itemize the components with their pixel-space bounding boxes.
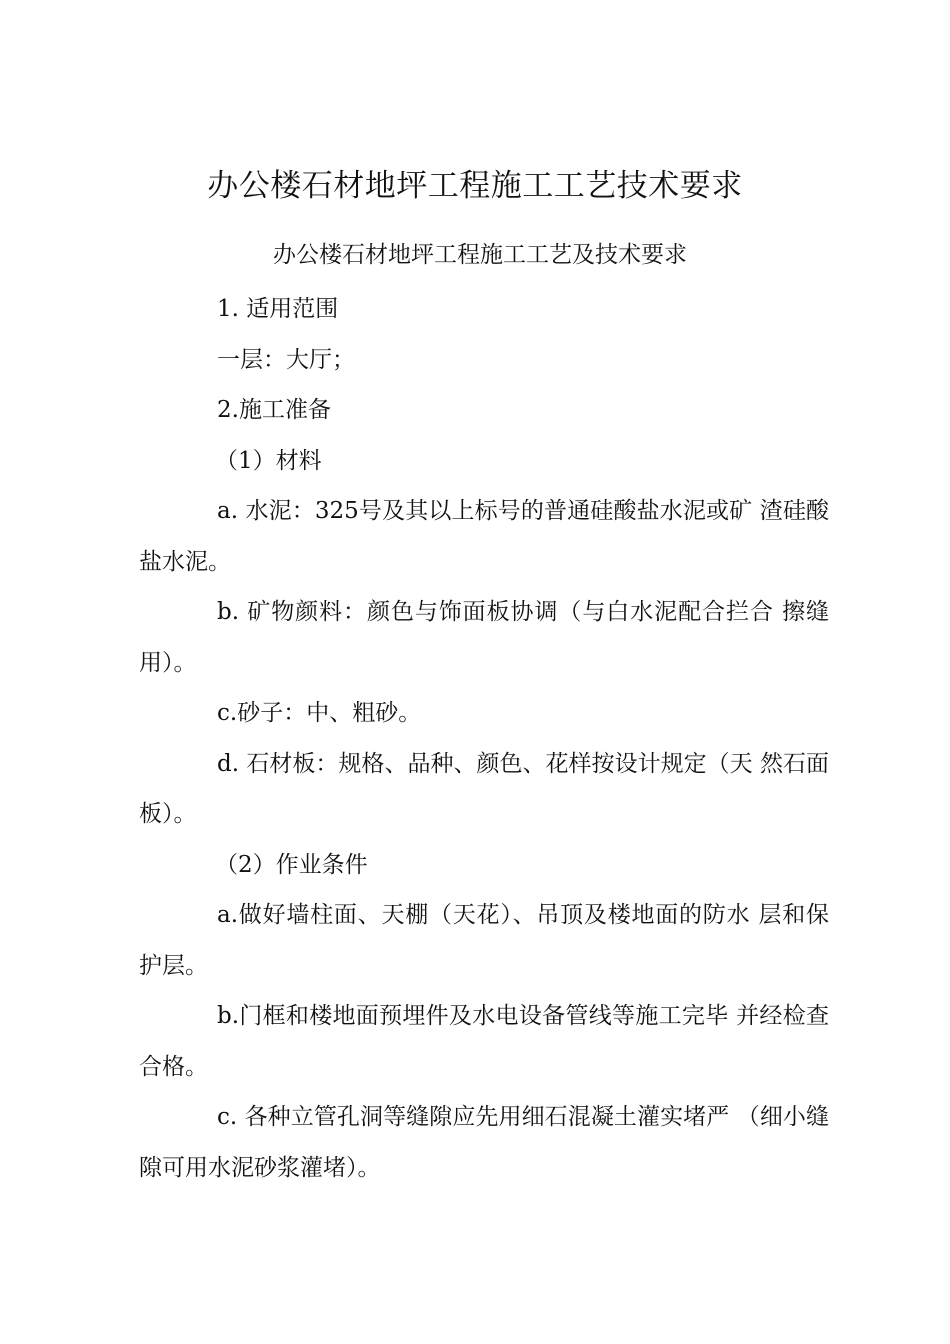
materials-item-pigment: b. 矿物颜料：颜色与饰面板协调（与白水泥配合拦合 擦缝用）。: [139, 599, 829, 676]
conditions-item-embedded-parts: b.门框和楼地面预埋件及水电设备管线等施工完毕 并经检查合格。: [139, 1003, 829, 1080]
scope-item: 一层：大厅；: [217, 346, 355, 373]
subsection-heading-work-conditions: （2）作业条件: [215, 851, 368, 878]
section-heading-preparation: 2.施工准备: [217, 397, 331, 423]
document-title: 办公楼石材地坪工程施工工艺技术要求: [207, 168, 743, 204]
materials-item-stone-slab: d. 石材板：规格、品种、颜色、花样按设计规定（天 然石面板）。: [139, 750, 829, 827]
materials-item-sand: c.砂子：中、粗砂。: [217, 700, 422, 726]
document-body: [139, 284, 829, 1193]
document-subtitle: 办公楼石材地坪工程施工工艺及技术要求: [273, 242, 687, 268]
subsection-heading-materials: （1）材料: [215, 447, 322, 474]
conditions-item-pipe-holes: c. 各种立管孔洞等缝隙应先用细石混凝土灌实堵严 （细小缝隙可用水泥砂浆灌堵）。: [139, 1104, 829, 1181]
section-heading-scope: 1. 适用范围: [217, 296, 339, 322]
conditions-item-waterproof: a.做好墙柱面、天棚（天花）、吊顶及楼地面的防水 层和保护层。: [139, 902, 829, 979]
materials-item-cement: a. 水泥：325号及其以上标号的普通硅酸盐水泥或矿 渣硅酸盐水泥。: [139, 498, 829, 575]
